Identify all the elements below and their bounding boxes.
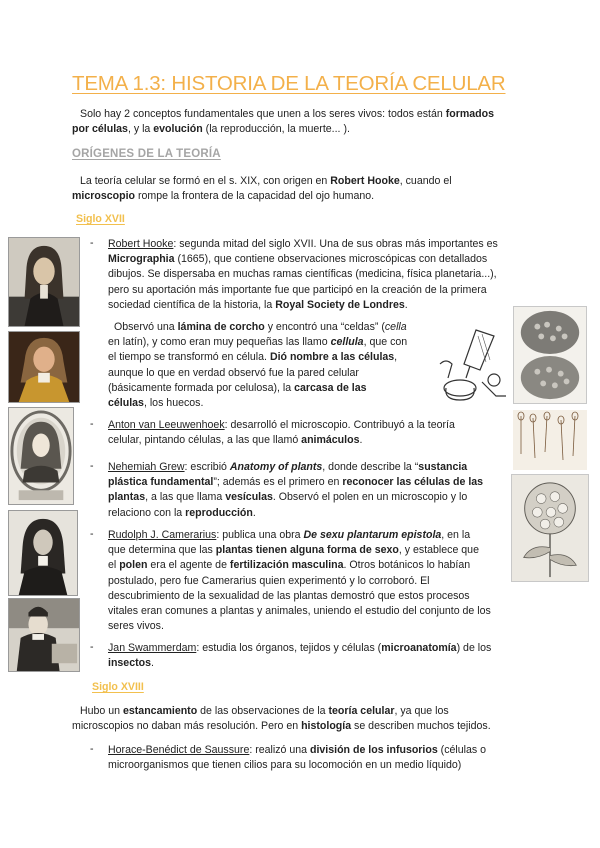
bullet-dash: - bbox=[90, 743, 94, 755]
microscope-drawing bbox=[436, 322, 510, 404]
century-heading-xviii: Siglo XVIII bbox=[92, 681, 144, 693]
xviii-paragraph: Hubo un estancamiento de las observaciones de la teoría celular, ya que los microscopios no daban más resolución. Pero en histología se describen muchos tejidos. bbox=[72, 705, 491, 733]
saussure-paragraph: Horace-Benédict de Saussure: realizó una división de los infusorios (células o microorganismos que tienen cilios para su locomoción en un medio líquido) bbox=[108, 744, 487, 772]
hooke-paragraph: Robert Hooke: segunda mitad del siglo XVII. Una de sus obras más importantes es Micrographia (1665), que contiene observaciones microscópicas con detallados dibujos. Se dispersaba en muchas ramas científicas (medicina, física planetaria...), pero su aportación más importante fue que participó en la creación de la primera sociedad científica de la historia, la Royal Society de Londres. bbox=[108, 238, 498, 311]
leeuwenhoek-paragraph: Anton van Leeuwenhoek: desarrolló el microscopio. Contribuyó a la teoría celular, pintando células, a las que llamó animáculos. bbox=[108, 419, 455, 447]
swammerdam-paragraph: Jan Swammerdam: estudia los órganos, tejidos y células (microanatomía) de los insectos. bbox=[108, 642, 492, 670]
bullet-dash: - bbox=[90, 418, 94, 430]
portrait-image-swammerdam bbox=[8, 598, 80, 672]
intro-paragraph: Solo hay 2 conceptos fundamentales que unen a los seres vivos: todos están formados por células, y la evolución (la reproducción, la muerte... ). bbox=[72, 108, 494, 136]
cork-cells-drawing bbox=[513, 306, 587, 404]
grew-paragraph: Nehemiah Grew: escribió Anatomy of plants, donde describe la “sustancia plástica fundamental”; además es el primero en reconocer las células de las plantas, a las que llama vesículas. Observó el polen en un microscopio y lo relaciono con la reproducción. bbox=[108, 461, 484, 519]
bullet-dash: - bbox=[90, 528, 94, 540]
section-heading: ORÍGENES DE LA TEORÍA bbox=[72, 148, 221, 160]
bullet-dash: - bbox=[90, 460, 94, 472]
animalcules-drawing bbox=[513, 410, 587, 470]
portrait-image-hooke bbox=[8, 237, 80, 327]
origins-paragraph: La teoría celular se formó en el s. XIX, con origen en Robert Hooke, cuando el microscopio rompe la frontera de la capacidad del ojo humano. bbox=[72, 175, 452, 203]
portrait-image-camerarius bbox=[8, 510, 78, 596]
portrait-image-grew bbox=[8, 407, 74, 505]
cork-paragraph: Observó una lámina de corcho y encontró una “celdas” (cella en latín), y como eran muy pequeñas las llamo cellula, que con el tiempo se transformó en célula. Dió nombre a las células, aunque lo que en verdad observó fue la pared celular (básicamente formada por celulosa), la carcasa de las células, los huecos. bbox=[108, 321, 408, 410]
page-title: TEMA 1.3: HISTORIA DE LA TEORÍA CELULAR bbox=[72, 72, 506, 95]
camerarius-paragraph: Rudolph J. Camerarius: publica una obra De sexu plantarum epistola, en la que determina que las plantas tienen alguna forma de sexo, y establece que el polen era el agente de fertilización masculina. Otros botánicos lo habían postulado, pero fue Camerarius quien experimentó y lo corroboró. El descubrimiento de la sexualidad de las plantas demostró que estos procesos vitales eran comunes a plantas y animales, uniendo el estudio del conjunto de los seres vivos. bbox=[108, 529, 491, 633]
portrait-image-leeuwenhoek bbox=[8, 331, 80, 403]
bullet-dash: - bbox=[90, 641, 94, 653]
bullet-dash: - bbox=[90, 237, 94, 249]
plant-anatomy-drawing bbox=[511, 474, 589, 582]
century-heading-xvii: Siglo XVII bbox=[76, 213, 125, 225]
